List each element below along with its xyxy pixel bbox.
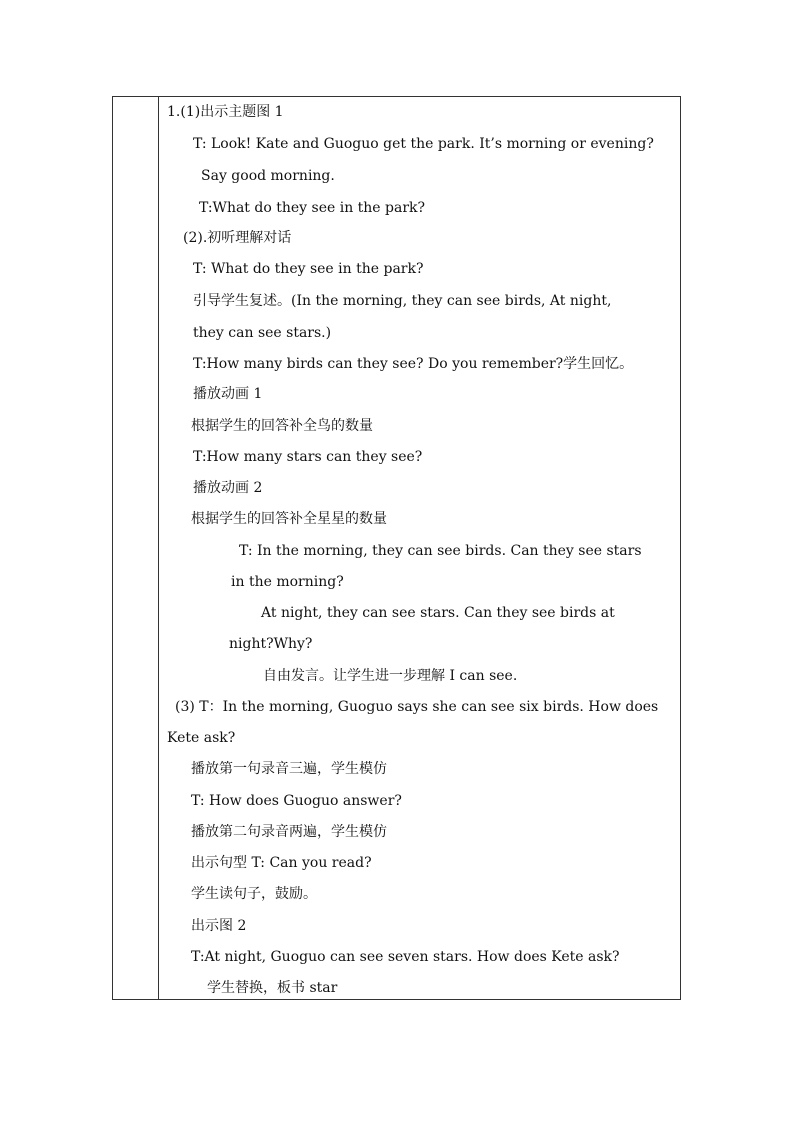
text-line: T: What do they see in the park? [193, 261, 424, 277]
text-line: 根据学生的回答补全鸟的数量 [191, 418, 373, 434]
text-line: At night, they can see stars. Can they see birds at [261, 605, 615, 621]
left-empty-column [113, 97, 159, 999]
text-line: in the morning? [231, 574, 344, 590]
text-line: T: Look! Kate and Guoguo get the park. It’s morning or evening? [193, 136, 654, 152]
text-line: 播放动画 2 [193, 480, 263, 496]
text-line: night?Why? [229, 636, 313, 652]
text-line: T:What do they see in the park? [199, 200, 426, 216]
lesson-content-cell [159, 97, 680, 999]
text-line: 根据学生的回答补全星星的数量 [191, 511, 387, 527]
text-line: they can see stars.) [193, 325, 332, 341]
text-line: 播放第一句录音三遍，学生模仿 [191, 761, 387, 777]
text-line: 学生替换，板书 star [207, 980, 338, 996]
lesson-table [112, 96, 681, 1000]
text-line: T: How does Guoguo answer? [191, 793, 402, 809]
text-line: 学生读句子，鼓励。 [191, 886, 317, 902]
text-line: T:How many birds can they see? Do you remember?学生回忆。 [193, 356, 634, 372]
text-line: 播放第二句录音两遍，学生模仿 [191, 824, 387, 840]
text-line: 自由发言。让学生进一步理解 I can see. [263, 668, 518, 684]
text-line: 引导学生复述。(In the morning, they can see birds, At night, [193, 293, 612, 309]
text-line: 出示图 2 [191, 918, 247, 934]
text-line: T:At night, Guoguo can see seven stars. How does Kete ask? [191, 949, 620, 965]
text-line: 1.(1)出示主题图 1 [167, 104, 284, 120]
text-line: T:How many stars can they see? [193, 449, 423, 465]
text-line: 出示句型 T: Can you read? [191, 855, 372, 871]
text-line: (3) T：In the morning, Guoguo says she can see six birds. How does [175, 699, 659, 715]
text-line: Kete ask? [167, 730, 236, 746]
text-line: Say good morning. [201, 168, 335, 184]
text-line: 播放动画 1 [193, 386, 263, 402]
text-line: (2).初听理解对话 [183, 230, 292, 246]
text-line: T: In the morning, they can see birds. Can they see stars [239, 543, 642, 559]
